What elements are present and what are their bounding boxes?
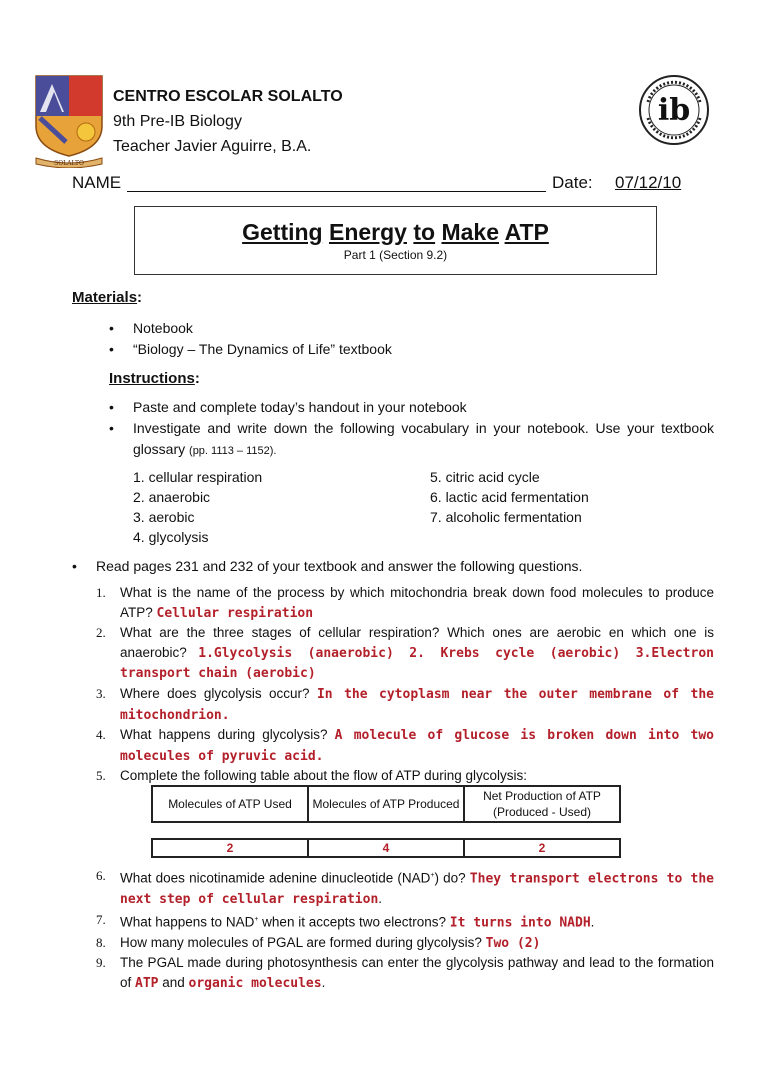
instructions-list [109,397,714,462]
school-header [113,84,343,159]
school-name: CENTRO ESCOLAR SOLALTO [113,88,343,105]
atp-table [151,785,621,823]
superscript: + [430,872,435,879]
list-item: • Paste and complete today’s handout in your notebook [109,397,714,418]
title-word: ATP [504,219,549,245]
instruction-text: Investigate and write down the following vocabulary in your notebook. Use your textbook glossary [133,420,714,457]
question-item [96,910,714,933]
table-header-cell: Molecules of ATP Used [152,786,308,822]
svg-text:ib: ib [657,93,691,128]
punctuation: . [590,914,595,930]
question-item [96,623,714,684]
question-number: 5. [96,768,106,784]
worksheet-subtitle: Part 1 (Section 9.2) [343,248,448,262]
question-item [96,725,714,766]
read-instruction [72,556,722,577]
vocab-item: 7. alcoholic fermentation [430,509,582,525]
name-blank-line [127,191,546,192]
date-value: 07/12/10 [615,173,682,192]
punctuation: . [378,891,383,907]
question-text: What does nicotinamide adenine dinucleotide (NAD [120,870,431,886]
svg-text:SOLALTO: SOLALTO [54,160,84,167]
vocab-item: 3. aerobic [133,509,195,525]
question-item [96,583,714,623]
instructions-heading: Instructions: [109,370,200,387]
question-text: ) do? [434,870,470,886]
punctuation: . [321,974,326,990]
date-label: Date: [552,173,593,192]
materials-list [109,318,709,360]
answer-text: organic molecules [188,975,322,991]
pages-note: (pp. 1113 – 1152). [189,445,277,457]
table-header-cell: Molecules of ATP Produced [308,786,464,822]
school-crest-logo [30,72,108,168]
question-item [96,866,714,910]
materials-label: Materials [72,289,138,306]
answer-text: 1.Glycolysis (anaerobic) 2. Krebs cycle (aerobic) 3.Electron transport chain (aerobic) [120,645,714,682]
title-word: to [413,219,436,245]
question-item [96,953,714,993]
question-item [96,766,714,786]
atp-values-table [151,838,621,858]
question-text: Where does glycolysis occur? [120,685,317,701]
question-text: and [158,974,189,990]
answer-text: It turns into NADH [449,915,591,931]
answer-text: In the cytoplasm near the outer membrane of the mitochondrion. [120,686,714,723]
question-number: 8. [96,934,106,950]
answer-text: ATP [135,975,159,991]
question-number: 2. [96,625,106,641]
answer-text: Cellular respiration [156,605,314,621]
question-text: when it accepts two electrons? [258,914,450,930]
question-item [96,684,714,725]
name-date-row [72,173,712,193]
title-word: Energy [329,219,407,245]
question-item [96,933,714,954]
question-text: How many molecules of PGAL are formed during glycolysis? [120,934,486,950]
table-value-cell: 4 [308,839,464,857]
table-value-cell: 2 [152,839,308,857]
vocab-item: 5. citric acid cycle [430,469,540,485]
list-item [109,418,714,462]
list-item: • “Biology – The Dynamics of Life” textbook [109,339,709,360]
question-text: What happens during glycolysis? [120,727,335,743]
answer-text: They transport electrons to the next step of cellular respiration [120,871,714,908]
answer-text: A molecule of glucose is broken down into two molecules of pyruvic acid. [120,728,714,764]
list-item: • Read pages 231 and 232 of your textbook and answer the following questions. [72,556,722,577]
question-text: What is the name of the process by which mitochondria break down food molecules to produce ATP? [120,585,714,620]
question-text: Complete the following table about the flow of ATP during glycolysis: [120,768,527,784]
list-item: • Notebook [109,318,709,339]
table-header-cell: Net Production of ATP (Produced - Used) [464,786,620,822]
question-number: 3. [96,685,106,701]
question-text: What happens to NAD [120,914,255,930]
answer-text: Two (2) [485,935,541,951]
title-word: Getting [242,219,323,245]
questions-list-continued [96,866,714,994]
title-word: Make [441,219,500,245]
vocab-item: 2. anaerobic [133,489,211,505]
question-number: 9. [96,955,106,971]
vocab-item: 4. glycolysis [133,529,209,545]
ib-world-school-logo [636,72,712,148]
worksheet-title [135,219,656,246]
question-number: 1. [96,585,106,600]
course-name: 9th Pre-IB Biology [113,113,242,130]
question-number: 4. [96,727,106,743]
materials-heading: Materials: [72,289,143,306]
question-number: 7. [96,911,106,927]
instructions-label: Instructions [109,370,195,387]
question-text: The PGAL made during photosynthesis can enter the glycolysis pathway and lead to the formation of [120,955,714,990]
question-text: What are the three stages of cellular respiration? Which ones are aerobic en which one is anaerobic? [120,625,714,660]
teacher-name: Teacher Javier Aguirre, B.A. [113,138,312,155]
table-value-cell: 2 [464,839,620,857]
title-box [134,206,657,275]
superscript: + [254,915,259,923]
name-label: NAME [72,173,122,192]
questions-list [96,583,714,786]
vocab-item: 1. cellular respiration [133,469,263,485]
vocab-item: 6. lactic acid fermentation [430,489,589,505]
question-number: 6. [96,868,106,883]
